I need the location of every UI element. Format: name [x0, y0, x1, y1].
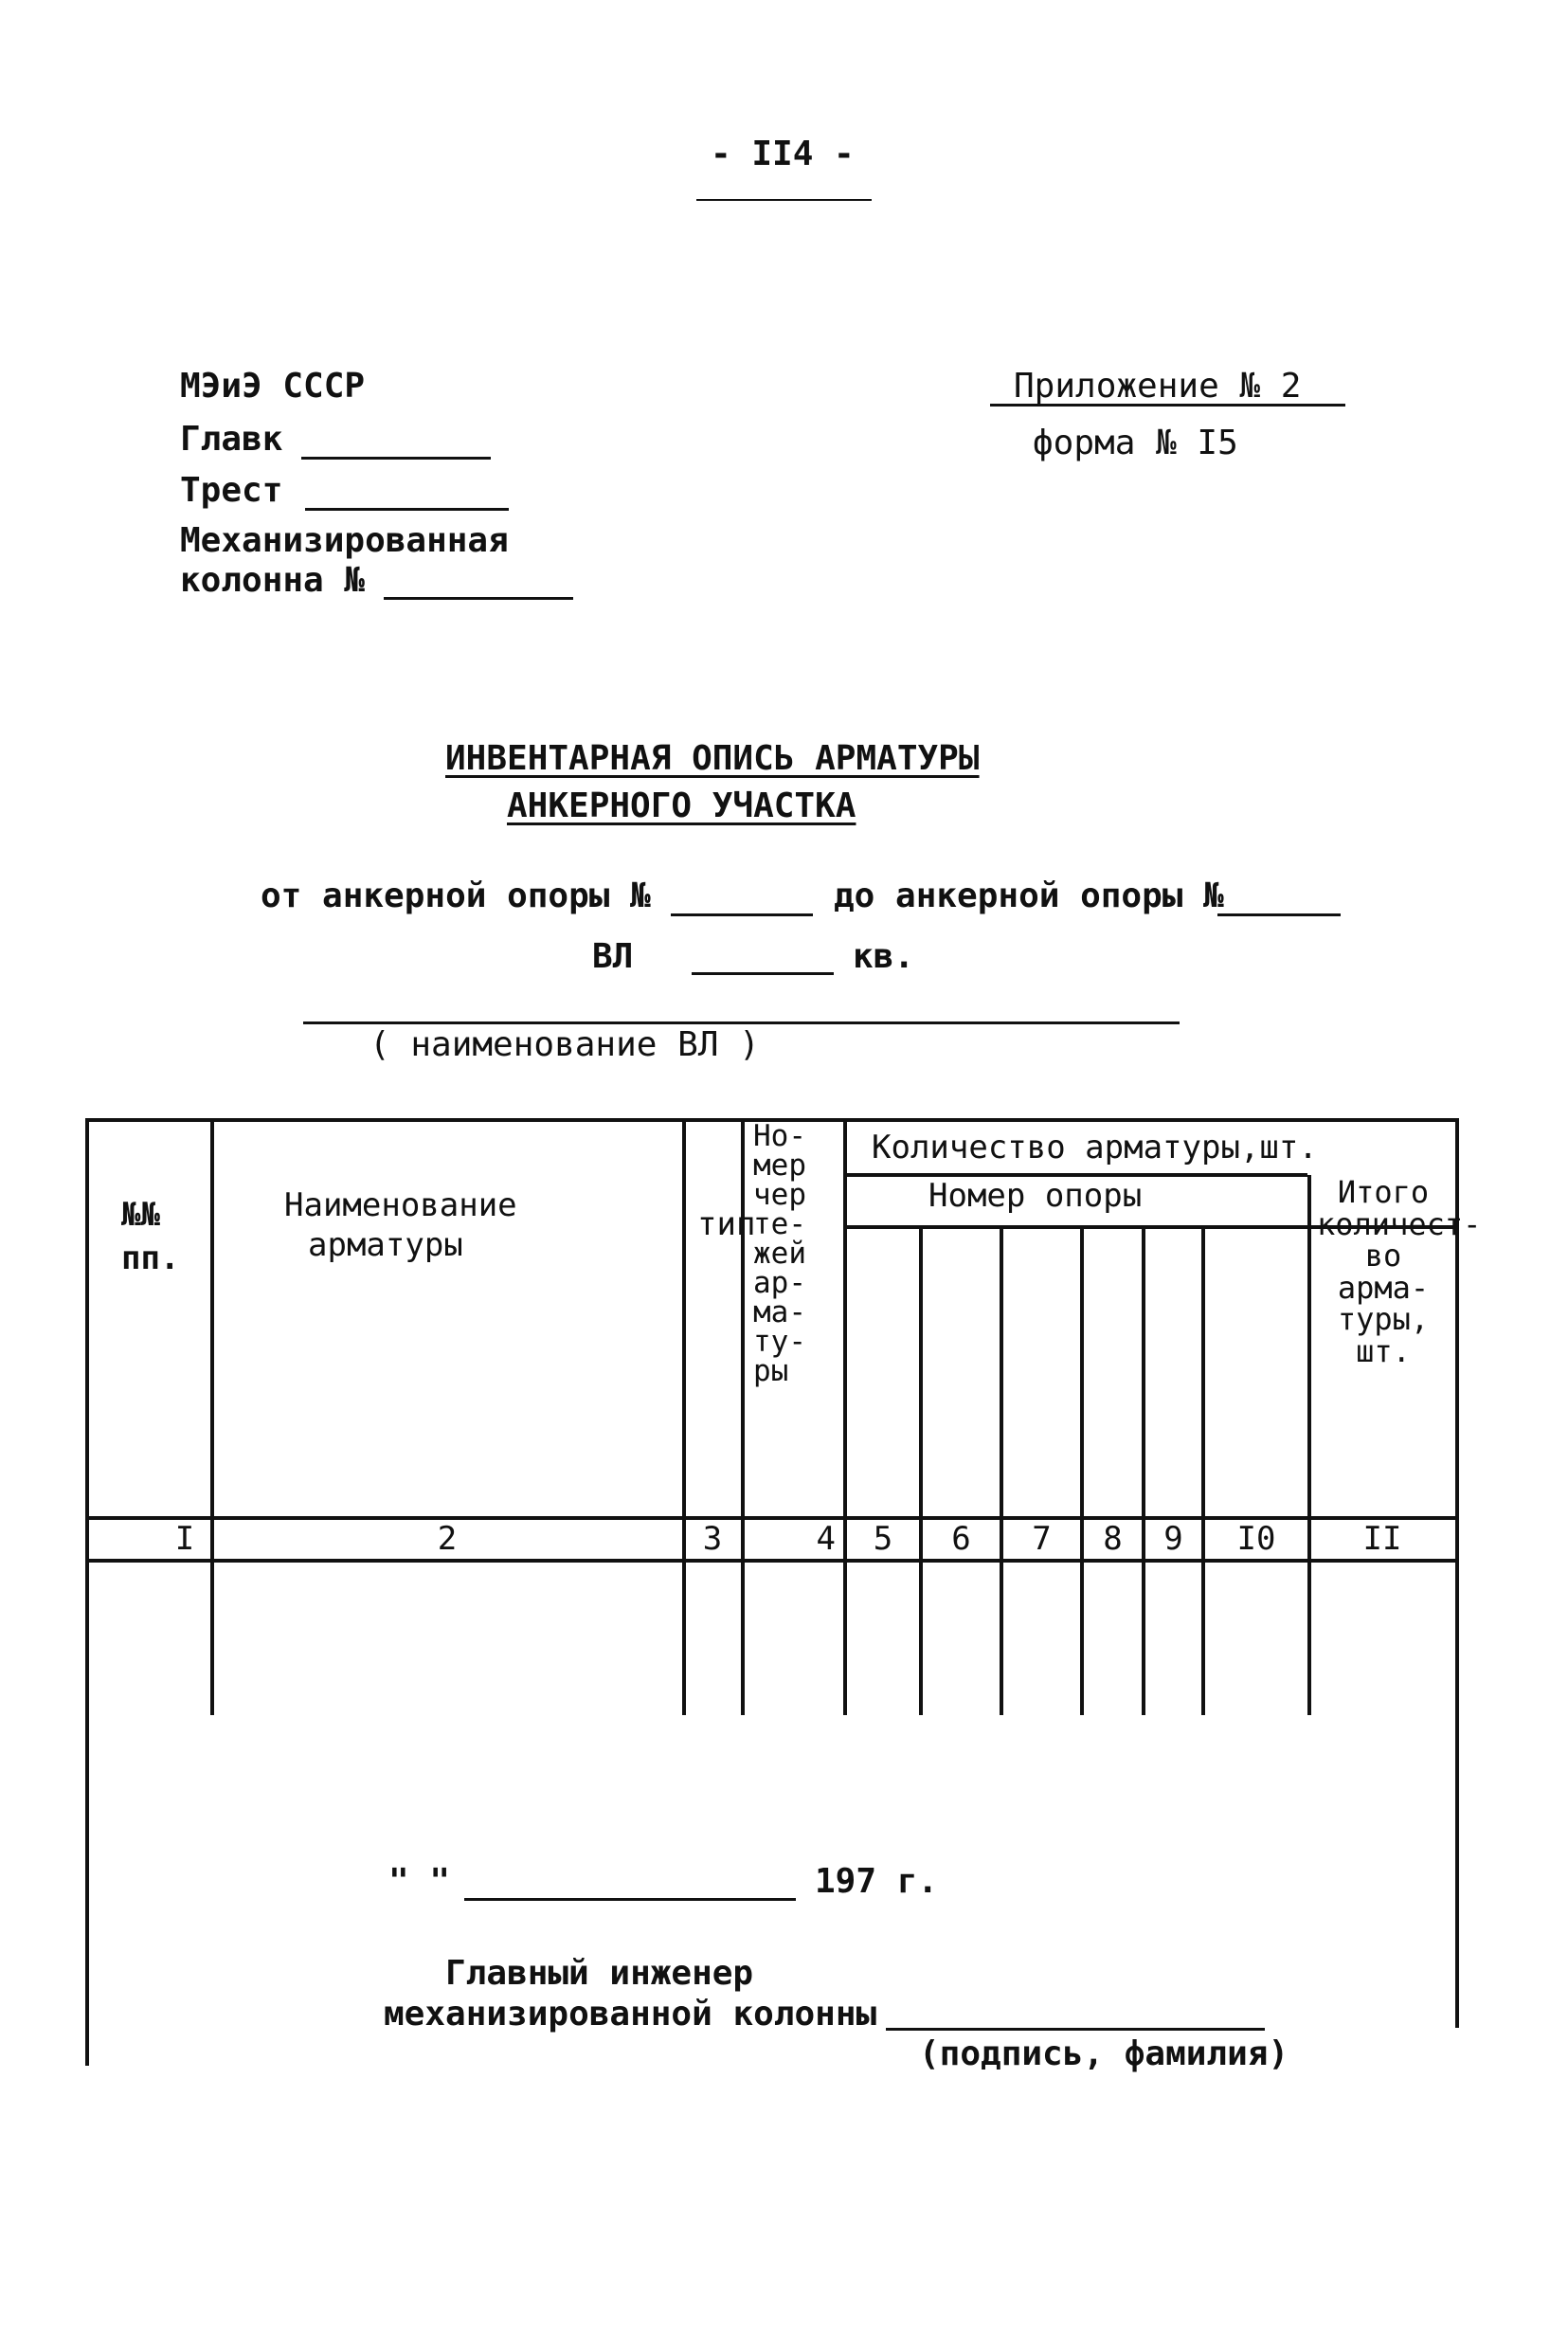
appendix-underline: [990, 404, 1345, 407]
col-header-total: [1317, 1174, 1482, 1369]
column-numbers-bottom: [85, 1559, 1459, 1563]
col-sep-7: [1080, 1227, 1084, 1715]
col-number-10: I0: [1236, 1520, 1276, 1558]
col-number-3: 3: [702, 1520, 723, 1558]
total-line4: туры,: [1337, 1301, 1430, 1338]
to-anchor-label: до анкерной опоры №: [834, 877, 1224, 915]
col-sep-2: [682, 1118, 686, 1715]
to-anchor-blank: [1217, 913, 1341, 916]
glavk-blank: [301, 457, 491, 460]
col-sep-1: [210, 1118, 214, 1715]
col-number-7: 7: [1032, 1520, 1052, 1558]
drawing-line3: чер: [753, 1178, 806, 1212]
vl-name-caption: ( наименование ВЛ ): [369, 1025, 760, 1064]
col-number-6: 6: [951, 1520, 971, 1558]
inventory-table: [85, 1118, 1482, 2066]
column-label-line1: Механизированная: [180, 521, 509, 560]
kv-label: кв.: [853, 937, 915, 976]
chief-engineer-line1: Главный инженер: [445, 1954, 754, 1993]
form-label: форма № I5: [1033, 424, 1238, 462]
col-header-number-line1: №№: [121, 1196, 160, 1234]
col-number-2: 2: [437, 1520, 458, 1558]
col-header-name-line2: арматуры: [308, 1225, 463, 1264]
drawing-line5: жей: [753, 1237, 806, 1271]
trest-label: Трест: [180, 471, 283, 510]
table-right-border: [1455, 1118, 1459, 2028]
drawing-line1: Но-: [753, 1119, 806, 1153]
col-header-name: [284, 1186, 517, 1264]
col-number-8: 8: [1103, 1520, 1123, 1558]
col-number-9: 9: [1163, 1520, 1183, 1558]
column-label-line2: колонна №: [180, 561, 366, 600]
page-number-rule: [696, 199, 872, 201]
drawing-line4: те-: [753, 1207, 806, 1241]
drawing-line6: ар-: [753, 1266, 806, 1300]
chief-engineer-line2: механизированной колонны: [384, 1995, 877, 2034]
total-line5: шт.: [1356, 1332, 1411, 1369]
trest-blank: [305, 508, 509, 511]
appendix-label: Приложение № 2: [1014, 367, 1302, 406]
qty-header: Количество арматуры,шт.: [872, 1129, 1318, 1166]
total-line1: Итого: [1337, 1174, 1430, 1210]
support-number-header: Номер опоры: [928, 1177, 1143, 1215]
col-sep-5: [919, 1227, 923, 1715]
col-header-drawing-number: [753, 1119, 806, 1388]
column-blank: [384, 597, 573, 600]
col-sep-9: [1201, 1227, 1205, 1715]
drawing-line7: ма-: [753, 1295, 806, 1329]
date-year: 197 г.: [815, 1862, 939, 1901]
total-line2: количест-: [1317, 1205, 1482, 1242]
total-line3: во арма-: [1337, 1238, 1430, 1306]
col-header-number-line2: пп.: [121, 1238, 180, 1277]
drawing-line8: ту-: [753, 1325, 806, 1359]
col-header-number: [121, 1196, 180, 1277]
signature-caption: (подпись, фамилия): [919, 2034, 1289, 2073]
document-title-line2: АНКЕРНОГО УЧАСТКА: [507, 786, 856, 825]
col-sep-8: [1142, 1227, 1145, 1715]
page-number: - II4 -: [711, 135, 855, 173]
col-header-type: тип: [697, 1205, 756, 1243]
drawing-line9: ры: [753, 1354, 789, 1388]
signature-blank: [886, 2028, 1265, 2031]
col-number-1: I: [174, 1520, 195, 1558]
drawing-line2: мер: [753, 1148, 806, 1183]
from-anchor-label: от анкерной опоры №: [261, 877, 651, 915]
document-title-line1: ИНВЕНТАРНАЯ ОПИСЬ АРМАТУРЫ: [445, 739, 980, 778]
glavk-label: Главк: [180, 420, 283, 459]
table-left-border: [85, 1118, 89, 2066]
vl-name-blank: [303, 1021, 1180, 1024]
date-quotes: " ": [388, 1862, 451, 1901]
from-anchor-blank: [671, 913, 813, 916]
vl-label: ВЛ: [592, 937, 634, 976]
col-number-11: II: [1362, 1520, 1402, 1558]
col-sep-6: [1000, 1227, 1003, 1715]
col-sep-4: [843, 1118, 847, 1715]
vl-blank: [692, 972, 834, 975]
col-header-name-line1: Наименование: [284, 1186, 517, 1224]
ministry-label: МЭиЭ СССР: [180, 367, 366, 406]
col-number-5: 5: [873, 1520, 893, 1558]
col-number-4: 4: [816, 1520, 836, 1558]
col-sep-10: [1307, 1175, 1311, 1715]
date-blank: [464, 1898, 796, 1901]
